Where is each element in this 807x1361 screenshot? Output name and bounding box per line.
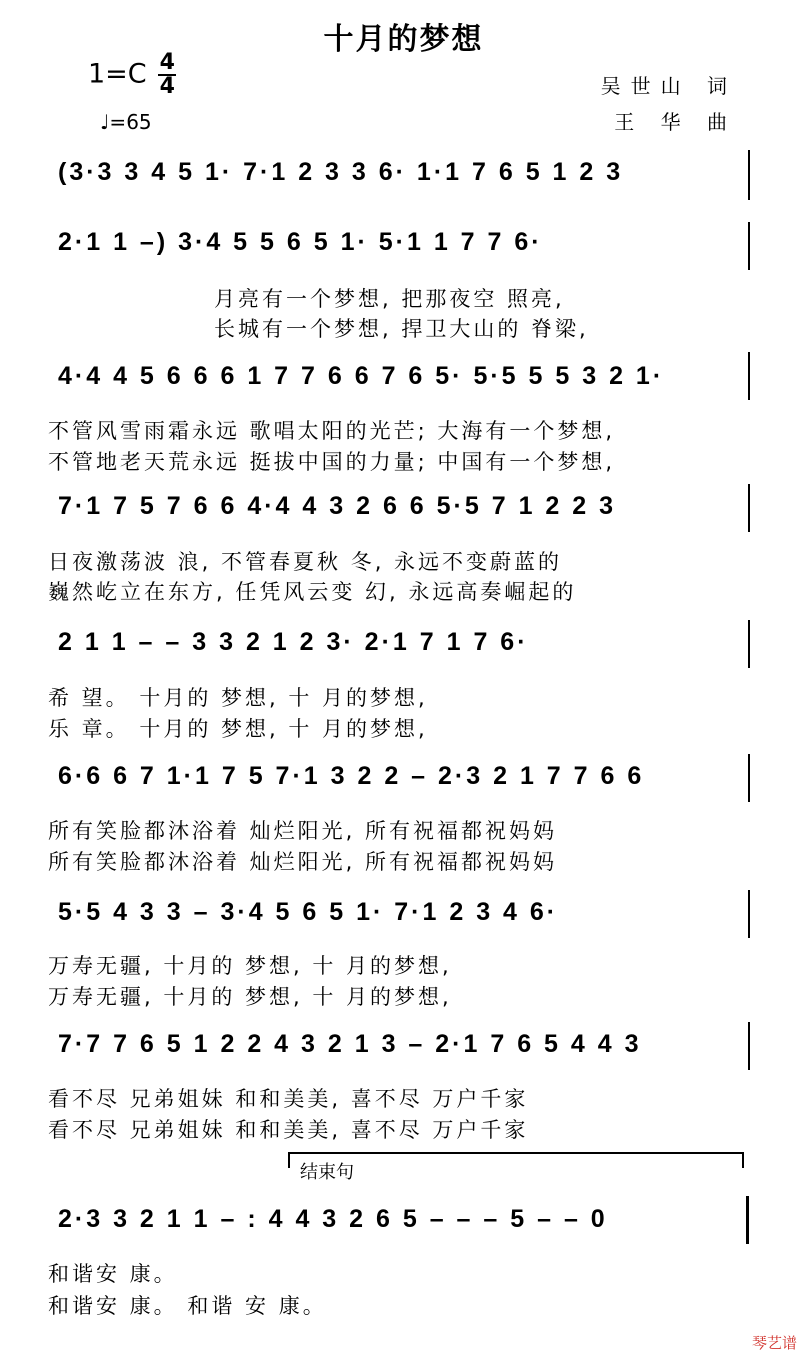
score-row-9-notes: 2·3 3 2 1 1 – : 4 4 3 2 6 5 – – – 5 – – 0: [58, 1205, 608, 1233]
ending-label: 结束句: [300, 1162, 354, 1183]
barline: [748, 484, 750, 532]
ending-bracket: [288, 1152, 744, 1168]
time-top: 4: [159, 50, 175, 75]
lyric-row-8-verse-2: 看不尽 兄弟姐妹 和和美美, 喜不尽 万户千家: [48, 1118, 529, 1142]
lyricist-credit: 吴世山 词: [600, 74, 737, 98]
watermark-logo: 琴艺谱: [751, 1334, 797, 1352]
lyric-row-4-verse-1: 日夜激荡波 浪, 不管春夏秋 冬, 永远不变蔚蓝的: [48, 550, 563, 574]
lyric-row-2-verse-1: 月亮有一个梦想, 把那夜空 照亮,: [214, 287, 565, 311]
score-row-1-notes: (3·3 3 4 5 1· 7·1 2 3 3 6· 1·1 7 6 5 1 2 3: [58, 158, 624, 186]
song-title: 十月的梦想: [323, 22, 484, 57]
lyric-row-5-verse-1: 希 望。 十月的 梦想, 十 月的梦想,: [48, 686, 428, 710]
score-row-6-notes: 6·6 6 7 1·1 7 5 7·1 3 2 2 – 2·3 2 1 7 7 6 6: [58, 762, 645, 790]
lyric-row-7-verse-1: 万寿无疆, 十月的 梦想, 十 月的梦想,: [48, 954, 452, 978]
key-signature: [88, 52, 176, 98]
lyric-row-2-verse-2: 长城有一个梦想, 捍卫大山的 脊梁,: [214, 317, 589, 341]
score-row-3-notes: 4·4 4 5 6 6 6 1 7 7 6 6 7 6 5· 5·5 5 5 3 2 1·: [58, 362, 665, 390]
score-row-4-notes: 7·1 7 5 7 6 6 4·4 4 3 2 6 6 5·5 7 1 2 2 3: [58, 492, 617, 520]
score-row-5-notes: 2 1 1 – – 3 3 2 1 2 3· 2·1 7 1 7 6·: [58, 628, 529, 656]
lyric-row-3-verse-2: 不管地老天荒永远 挺拔中国的力量; 中国有一个梦想,: [48, 450, 616, 474]
lyric-row-9-verse-1: 和谐安 康。: [48, 1262, 178, 1286]
barline: [748, 890, 750, 938]
lyric-row-6-verse-1: 所有笑脸都沐浴着 灿烂阳光, 所有祝福都祝妈妈: [48, 819, 558, 843]
lyric-row-8-verse-1: 看不尽 兄弟姐妹 和和美美, 喜不尽 万户千家: [48, 1087, 529, 1111]
lyric-row-3-verse-1: 不管风雪雨霜永远 歌唱太阳的光芒; 大海有一个梦想,: [48, 419, 616, 443]
barline: [748, 754, 750, 802]
barline: [748, 620, 750, 668]
barline: [748, 1022, 750, 1070]
time-signature: [158, 52, 176, 98]
barline: [748, 150, 750, 200]
lyric-row-5-verse-2: 乐 章。 十月的 梦想, 十 月的梦想,: [48, 717, 428, 741]
barline: [748, 222, 750, 270]
key-text: 1=C: [88, 58, 147, 90]
score-row-7-notes: 5·5 4 3 3 – 3·4 5 6 5 1· 7·1 2 3 4 6·: [58, 898, 559, 926]
lyric-row-6-verse-2: 所有笑脸都沐浴着 灿烂阳光, 所有祝福都祝妈妈: [48, 850, 558, 874]
lyric-row-7-verse-2: 万寿无疆, 十月的 梦想, 十 月的梦想,: [48, 985, 452, 1009]
final-barline: [746, 1196, 749, 1244]
score-row-2-notes: 2·1 1 –) 3·4 5 5 6 5 1· 5·1 1 7 7 6·: [58, 228, 543, 256]
lyric-row-9-verse-2: 和谐安 康。 和谐 安 康。: [48, 1294, 327, 1318]
composer-credit: 王 华 曲: [614, 110, 737, 134]
tempo-marking: ♩=65: [100, 110, 152, 134]
barline: [748, 352, 750, 400]
time-bottom: 4: [159, 74, 175, 99]
lyric-row-4-verse-2: 巍然屹立在东方, 任凭风云变 幻, 永远高奏崛起的: [48, 580, 577, 604]
score-row-8-notes: 7·7 7 6 5 1 2 2 4 3 2 1 3 – 2·1 7 6 5 4 4 3: [58, 1030, 642, 1058]
